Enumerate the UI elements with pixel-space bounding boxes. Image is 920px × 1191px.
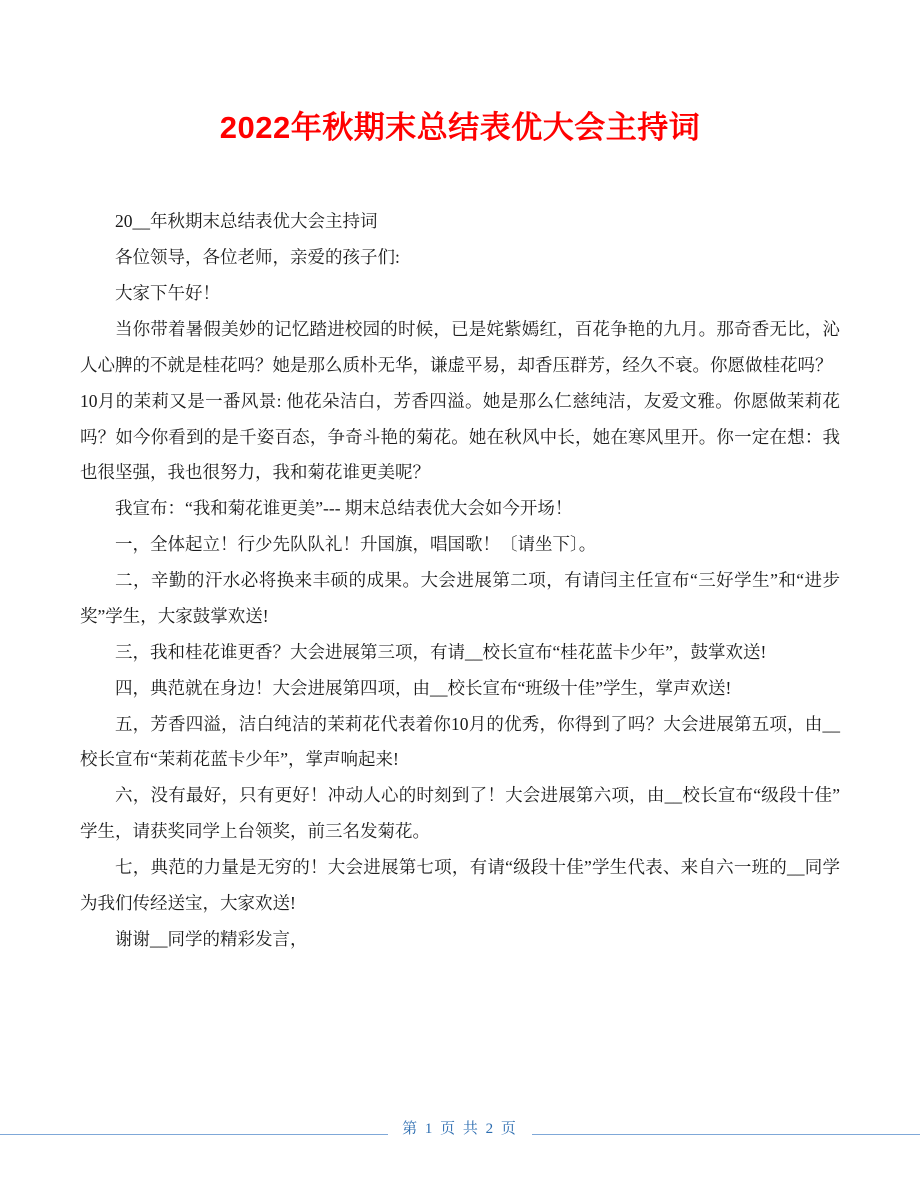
footer-total-pages: 2: [485, 1121, 496, 1137]
paragraph: 五，芳香四溢，洁白纯洁的茉莉花代表着你10月的优秀，你得到了吗？大会进展第五项，由__校长宣布“茉莉花蓝卡少年”，掌声响起来!: [80, 713, 840, 770]
footer-current-page: 1: [424, 1121, 435, 1137]
page-number-indicator: [388, 1117, 532, 1138]
paragraph: 当你带着暑假美妙的记忆踏进校园的时候，已是姹紫嫣红，百花争艳的九月。那奇香无比，沁人心脾的不就是桂花吗？她是那么质朴无华，谦虚平易，却香压群芳，经久不衰。你愿做桂花吗？: [80, 318, 840, 375]
paragraph: 七，典范的力量是无穷的！大会进展第七项，有请“级段十佳”学生代表、来自六一班的__同学为我们传经送宝，大家欢送!: [80, 857, 840, 913]
paragraph: 三，我和桂花谁更香？大会进展第三项，有请__校长宣布“桂花蓝卡少年”，鼓掌欢送!: [115, 641, 767, 662]
paragraph: 一，全体起立！行少先队队礼！升国旗，唱国歌！〔请坐下〕。: [115, 534, 597, 555]
paragraph: 谢谢__同学的精彩发言，: [115, 928, 308, 949]
footer-suffix: 页: [500, 1121, 518, 1137]
document-body: [80, 148, 840, 957]
paragraph: 六，没有最好，只有更好！冲动人心的时刻到了！大会进展第六项，由__校长宣布“级段十佳”学生，请获奖同学上台领奖，前三名发菊花。: [80, 785, 840, 842]
paragraph: 大家下午好！: [115, 283, 220, 304]
page-footer: [0, 1121, 920, 1147]
footer-prefix: 第: [402, 1121, 420, 1137]
footer-middle: 页 共: [440, 1121, 480, 1137]
paragraph: 我宣布：“我和菊花谁更美”--- 期末总结表优大会如今开场！: [115, 498, 573, 519]
paragraph: 10月的茉莉又是一番风景: 他花朵洁白，芳香四溢。她是那么仁慈纯洁，友爱文雅。你愿做茉莉花吗？如今你看到的是千姿百态，争奇斗艳的菊花。她在秋风中长，她在寒风里开。你一定在想：我也很坚强，我也很努力，我和菊花谁更美呢？: [80, 390, 840, 483]
paragraph: 四，典范就在身边！大会进展第四项，由__校长宣布“班级十佳”学生，掌声欢送!: [115, 677, 732, 698]
paragraph: 20__年秋期末总结表优大会主持词: [115, 211, 378, 232]
paragraph: 各位领导，各位老师，亲爱的孩子们:: [115, 247, 400, 268]
page-title: 2022年秋期末总结表优大会主持词: [219, 110, 701, 145]
paragraph: 二，辛勤的汗水必将换来丰硕的成果。大会进展第二项，有请闫主任宣布“三好学生”和“进步奖”学生，大家鼓掌欢送!: [80, 570, 840, 626]
